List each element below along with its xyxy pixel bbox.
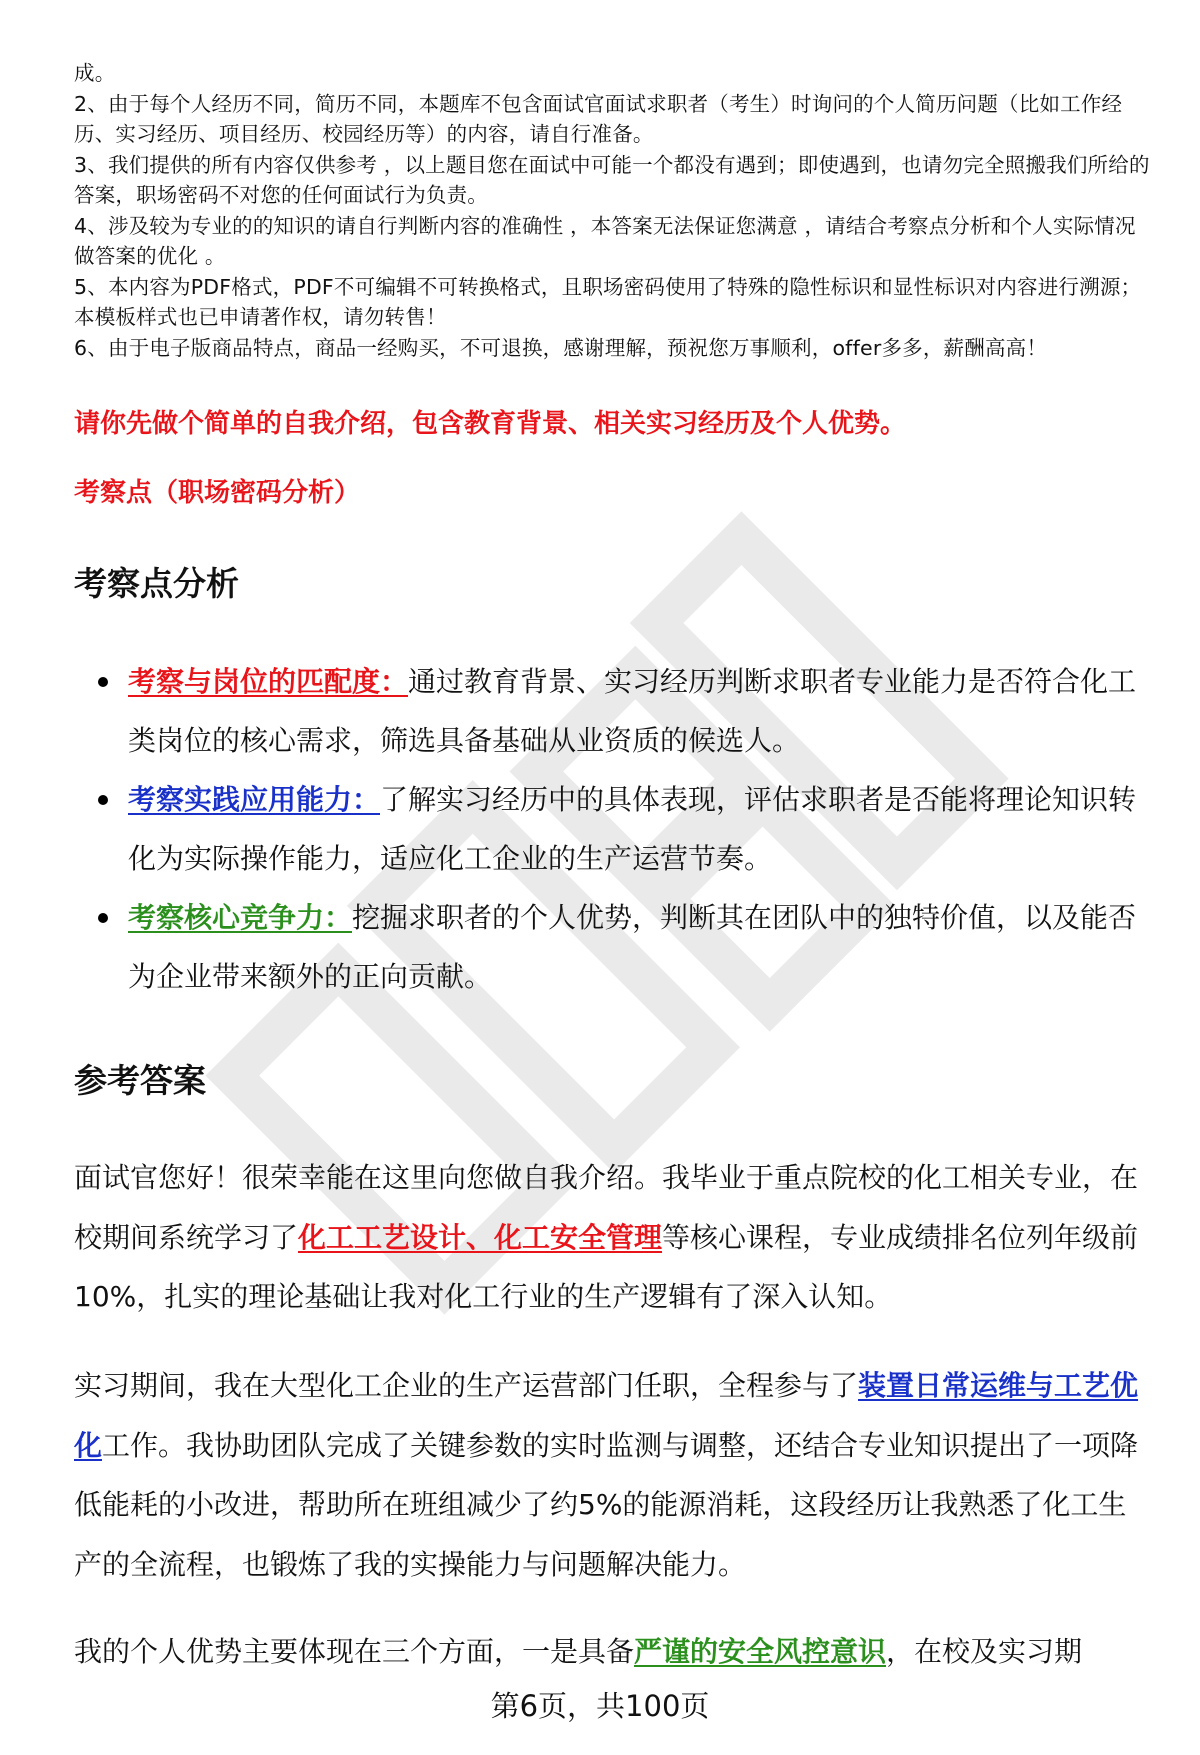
answer-text: 实习期间，我在大型化工企业的生产运营部门任职，全程参与了 [74,1369,859,1402]
answer-text: 等核心课程，专业成绩排名位列年级前10%，扎实的理论基础让我对化工行业的生产逻辑有了深入认知。 [74,1220,1139,1313]
bullet-key: 考察实践应用能力： [128,783,381,816]
bullet-dot-icon [98,677,108,687]
list-item [74,652,1154,770]
disclaimer-notes [74,58,1154,363]
note-line: 2、由于每个人经历不同，简历不同，本题库不包含面试官面试求职者（考生）时询问的个人简历问题（比如工作经历、实习经历、项目经历、校园经历等）的内容，请自行准备。 [74,91,1123,146]
answer-highlight: 装置日常运维与工艺优化 [74,1369,1139,1462]
note-line: 3、我们提供的所有内容仅供参考 ，以上题目您在面试中可能一个都没有遇到；即使遇到，也请勿完全照搬我们所给的答案，职场密码不对您的任何面试行为负责。 [74,152,1150,207]
bullet-key: 考察与岗位的匹配度： [128,665,409,698]
bullet-text: 通过教育背景、实习经历判断求职者专业能力是否符合化工类岗位的核心需求，筛选具备基础从业资质的候选人。 [128,665,1137,757]
answer-paragraph [74,1356,1154,1594]
bullet-key: 考察核心竞争力： [128,901,353,934]
answer-text: 我的个人优势主要体现在三个方面，一是具备 [74,1635,635,1668]
note-line: 成。 [74,61,116,85]
list-item [74,770,1154,888]
analysis-section-title: 考察点分析 [74,564,239,603]
bullet-dot-icon [98,795,108,805]
answer-text: 工作。我协助团队完成了关键参数的实时监测与调整，还结合专业知识提出了一项降低能耗的小改进，帮助所在班组减少了约5%的能源消耗，这段经历让我熟悉了化工生产的全流程，也锻炼了我的实操能力与问题解决能力。 [74,1428,1139,1581]
answer-text: ，在校及实习期 [886,1635,1083,1668]
note-line: 6、由于电子版商品特点，商品一经购买，不可退换，感谢理解，预祝您万事顺利，offer多多，薪酬高高！ [74,335,1048,360]
bullet-text: 挖掘求职者的个人优势，判断其在团队中的独特价值，以及能否为企业带来额外的正向贡献。 [128,901,1137,993]
bullet-dot-icon [98,913,108,923]
bullet-text: 了解实习经历中的具体表现，评估求职者是否能将理论知识转化为实际操作能力，适应化工企业的生产运营节奏。 [128,783,1137,875]
analysis-subheading: 考察点（职场密码分析） [74,478,361,508]
interview-question: 请你先做个简单的自我介绍，包含教育背景、相关实习经历及个人优势。 [74,409,907,439]
analysis-bullet-list [74,652,1154,1006]
note-line: 5、本内容为PDF格式，PDF不可编辑不可转换格式，且职场密码使用了特殊的隐性标识和显性标识对内容进行溯源；本模板样式也已申请著作权，请勿转售！ [74,274,1142,329]
note-line: 4、涉及较为专业的的知识的请自行判断内容的准确性 ，本答案无法保证您满意 ，请结合考察点分析和个人实际情况做答案的优化 。 [74,213,1136,268]
page-number-footer: 第6页，共100页 [490,1689,710,1723]
list-item [74,888,1154,1006]
answer-text: 面试官您好！很荣幸能在这里向您做自我介绍。我毕业于重点院校的化工相关专业，在校期间系统学习了 [74,1161,1139,1254]
answer-paragraph [74,1622,1154,1682]
answer-highlight: 严谨的安全风控意识 [634,1635,887,1668]
answer-highlight: 化工工艺设计、化工安全管理 [298,1220,663,1254]
answer-section-title: 参考答案 [74,1061,206,1100]
answer-paragraph [74,1148,1154,1327]
